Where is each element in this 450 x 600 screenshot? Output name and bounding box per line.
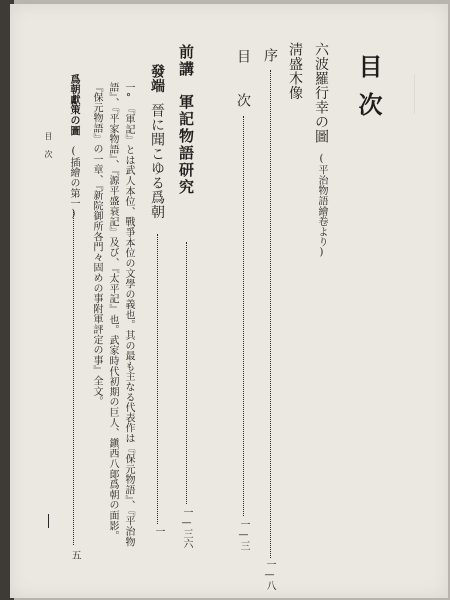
frontispiece-entry-1 — [314, 42, 328, 259]
contents-leader — [243, 116, 244, 516]
frontispiece-entry-2: 淸盛木像 — [287, 42, 303, 100]
part1-heading — [178, 44, 193, 196]
part1-label: 前講 — [177, 44, 195, 78]
book-page — [10, 4, 448, 598]
body-line-3: 『保元物語』の一章、『新院御所各門々固めの事附軍評定の事』全文。 — [91, 82, 102, 407]
body-line-1: 一°『軍記』とは武人本位、戰爭本位の文學の義也。其の最も主なる代表作は『保元物語』、『平治物 — [123, 82, 134, 547]
running-head: 目次 — [44, 132, 53, 168]
section1-title: 晉に聞こゆる爲朝 — [149, 103, 165, 219]
section2-leader — [73, 210, 74, 545]
bleed-through — [414, 74, 437, 114]
preface-label: 序 — [262, 48, 278, 63]
section2-note: (插繪の第一) — [68, 145, 79, 220]
section1-heading — [150, 64, 164, 219]
section2-title: 爲朝獻策の圖 — [68, 74, 79, 136]
part1-leader — [186, 242, 187, 504]
page-folio-mark — [48, 514, 49, 528]
section1-label: 發端 — [149, 64, 165, 93]
page-title: 目次 — [354, 54, 383, 130]
section2-heading — [68, 74, 78, 220]
section2-page: 五 — [69, 550, 80, 561]
preface-page: 一—八 — [264, 559, 275, 591]
contents-label: 目次 — [235, 49, 251, 137]
part1-title: 軍記物語研究 — [177, 94, 195, 196]
contents-page: 一—三 — [238, 519, 249, 551]
frontispiece-title-1: 六波羅行幸の圖 — [313, 42, 329, 144]
section1-leader — [157, 234, 158, 524]
frontispiece-note-1: (平治物語繪卷より) — [316, 153, 327, 259]
section1-page: 一 — [153, 526, 164, 537]
body-line-2: 語』、『平家物語』、『源平盛衰記』及び、『太平記』也。武家時代初期の巨人、鎭西八郞爲朝の面影。 — [107, 82, 118, 542]
preface-leader — [270, 70, 271, 570]
part1-page: 一—三六 — [181, 507, 192, 550]
